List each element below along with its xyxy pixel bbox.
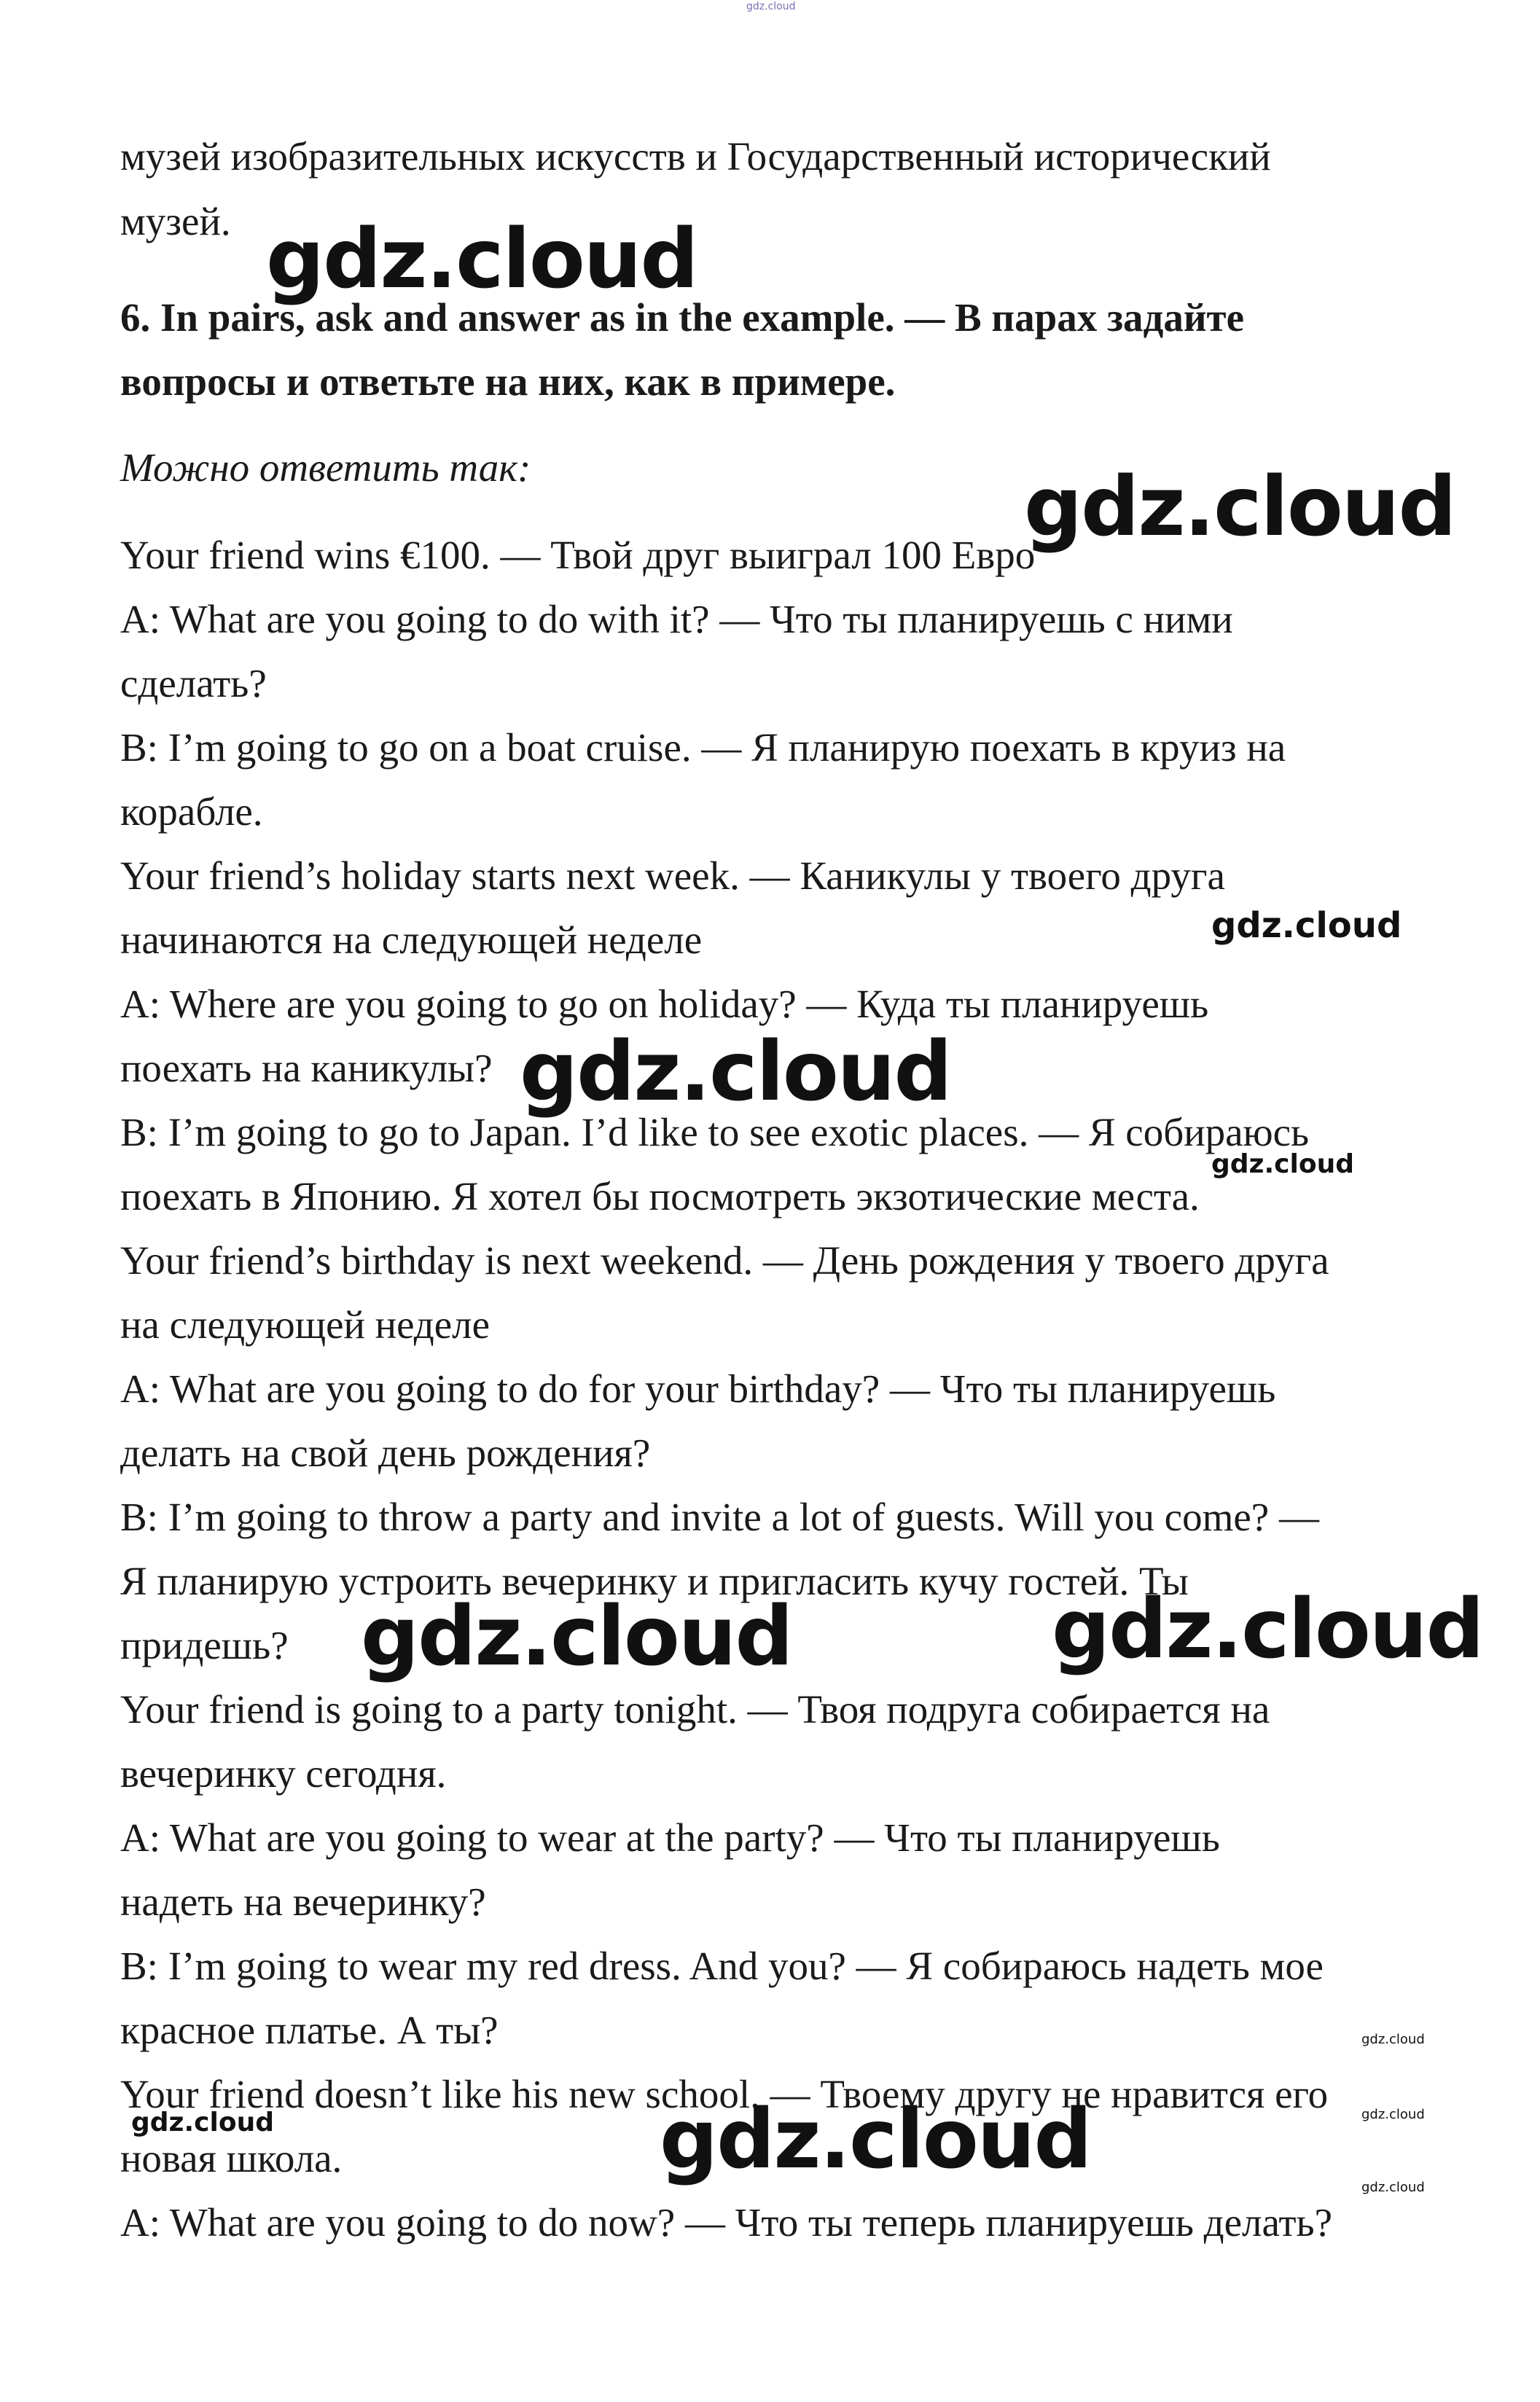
text-line: Your friend wins €100. — Твой друг выиграл 100 Евро (120, 533, 1036, 577)
watermark: gdz.cloud (1361, 2107, 1425, 2122)
text-line: придешь? (120, 1623, 289, 1667)
text-line: музей. (120, 199, 231, 243)
text-line: B: I’m going to go to Japan. I’d like to see exotic places. — Я собираюсь (120, 1110, 1310, 1154)
watermark: gdz.cloud (1361, 2180, 1425, 2195)
exercise-heading: 6. In pairs, ask and answer as in the example. — В парах задайте (120, 295, 1244, 340)
text-line: A: Where are you going to go on holiday? — Куда ты планируешь (120, 982, 1209, 1026)
text-line: начинаются на следующей неделе (120, 918, 703, 962)
text-line: B: I’m going to wear my red dress. And you? — Я собираюсь надеть мое (120, 1944, 1324, 1988)
watermark: gdz.cloud (520, 1025, 951, 1119)
text-line: A: What are you going to wear at the party? — Что ты планируешь (120, 1815, 1220, 1860)
watermark: gdz.cloud (1211, 905, 1402, 946)
watermark: gdz.cloud (660, 2092, 1091, 2187)
text-line: A: What are you going to do now? — Что ты теперь планируешь делать? (120, 2200, 1333, 2245)
watermark: gdz.cloud (1024, 460, 1455, 555)
text-line: A: What are you going to do with it? — Что ты планируешь с ними (120, 597, 1233, 641)
text-line: B: I’m going to throw a party and invite a lot of guests. Will you come? — (120, 1495, 1319, 1539)
text-line: A: What are you going to do for your birthday? — Что ты планируешь (120, 1366, 1276, 1411)
watermark: gdz.cloud (266, 212, 697, 307)
text-line: красное платье. А ты? (120, 2008, 499, 2052)
header-watermark: gdz.cloud (746, 1, 796, 12)
text-line: Я планирую устроить вечеринку и пригласить кучу гостей. Ты (120, 1559, 1189, 1603)
text-line: B: I’m going to go on a boat cruise. — Я планирую поехать в круиз на (120, 725, 1286, 770)
text-line: музей изобразительных искусств и Государственный исторический (120, 134, 1271, 179)
text-line: Your friend is going to a party tonight. — Твоя подруга собирается на (120, 1687, 1270, 1732)
watermark: gdz.cloud (361, 1589, 792, 1684)
exercise-heading: вопросы и ответьте на них, как в примере. (120, 359, 896, 404)
watermark: gdz.cloud (1361, 2032, 1425, 2047)
text-line: новая школа. (120, 2136, 343, 2180)
text-line: Your friend doesn’t like his new school. — Твоему другу не нравится его (120, 2072, 1329, 2116)
text-line: вечеринку сегодня. (120, 1751, 447, 1796)
text-line: на следующей неделе (120, 1302, 490, 1347)
text-line: Your friend’s holiday starts next week. — Каникулы у твоего друга (120, 853, 1225, 898)
text-line: сделать? (120, 661, 267, 705)
text-line: Your friend’s birthday is next weekend. — День рождения у твоего друга (120, 1238, 1329, 1283)
watermark: gdz.cloud (1052, 1582, 1483, 1677)
watermark: gdz.cloud (131, 2108, 274, 2137)
text-line: поехать в Японию. Я хотел бы посмотреть экзотические места. (120, 1174, 1200, 1218)
text-line: корабле. (120, 789, 263, 834)
text-line: делать на свой день рождения? (120, 1431, 651, 1475)
text-line: надеть на вечеринку? (120, 1879, 486, 1924)
answer-intro: Можно ответить так: (120, 445, 531, 490)
watermark: gdz.cloud (1211, 1149, 1354, 1179)
text-line: поехать на каникулы? (120, 1046, 493, 1090)
